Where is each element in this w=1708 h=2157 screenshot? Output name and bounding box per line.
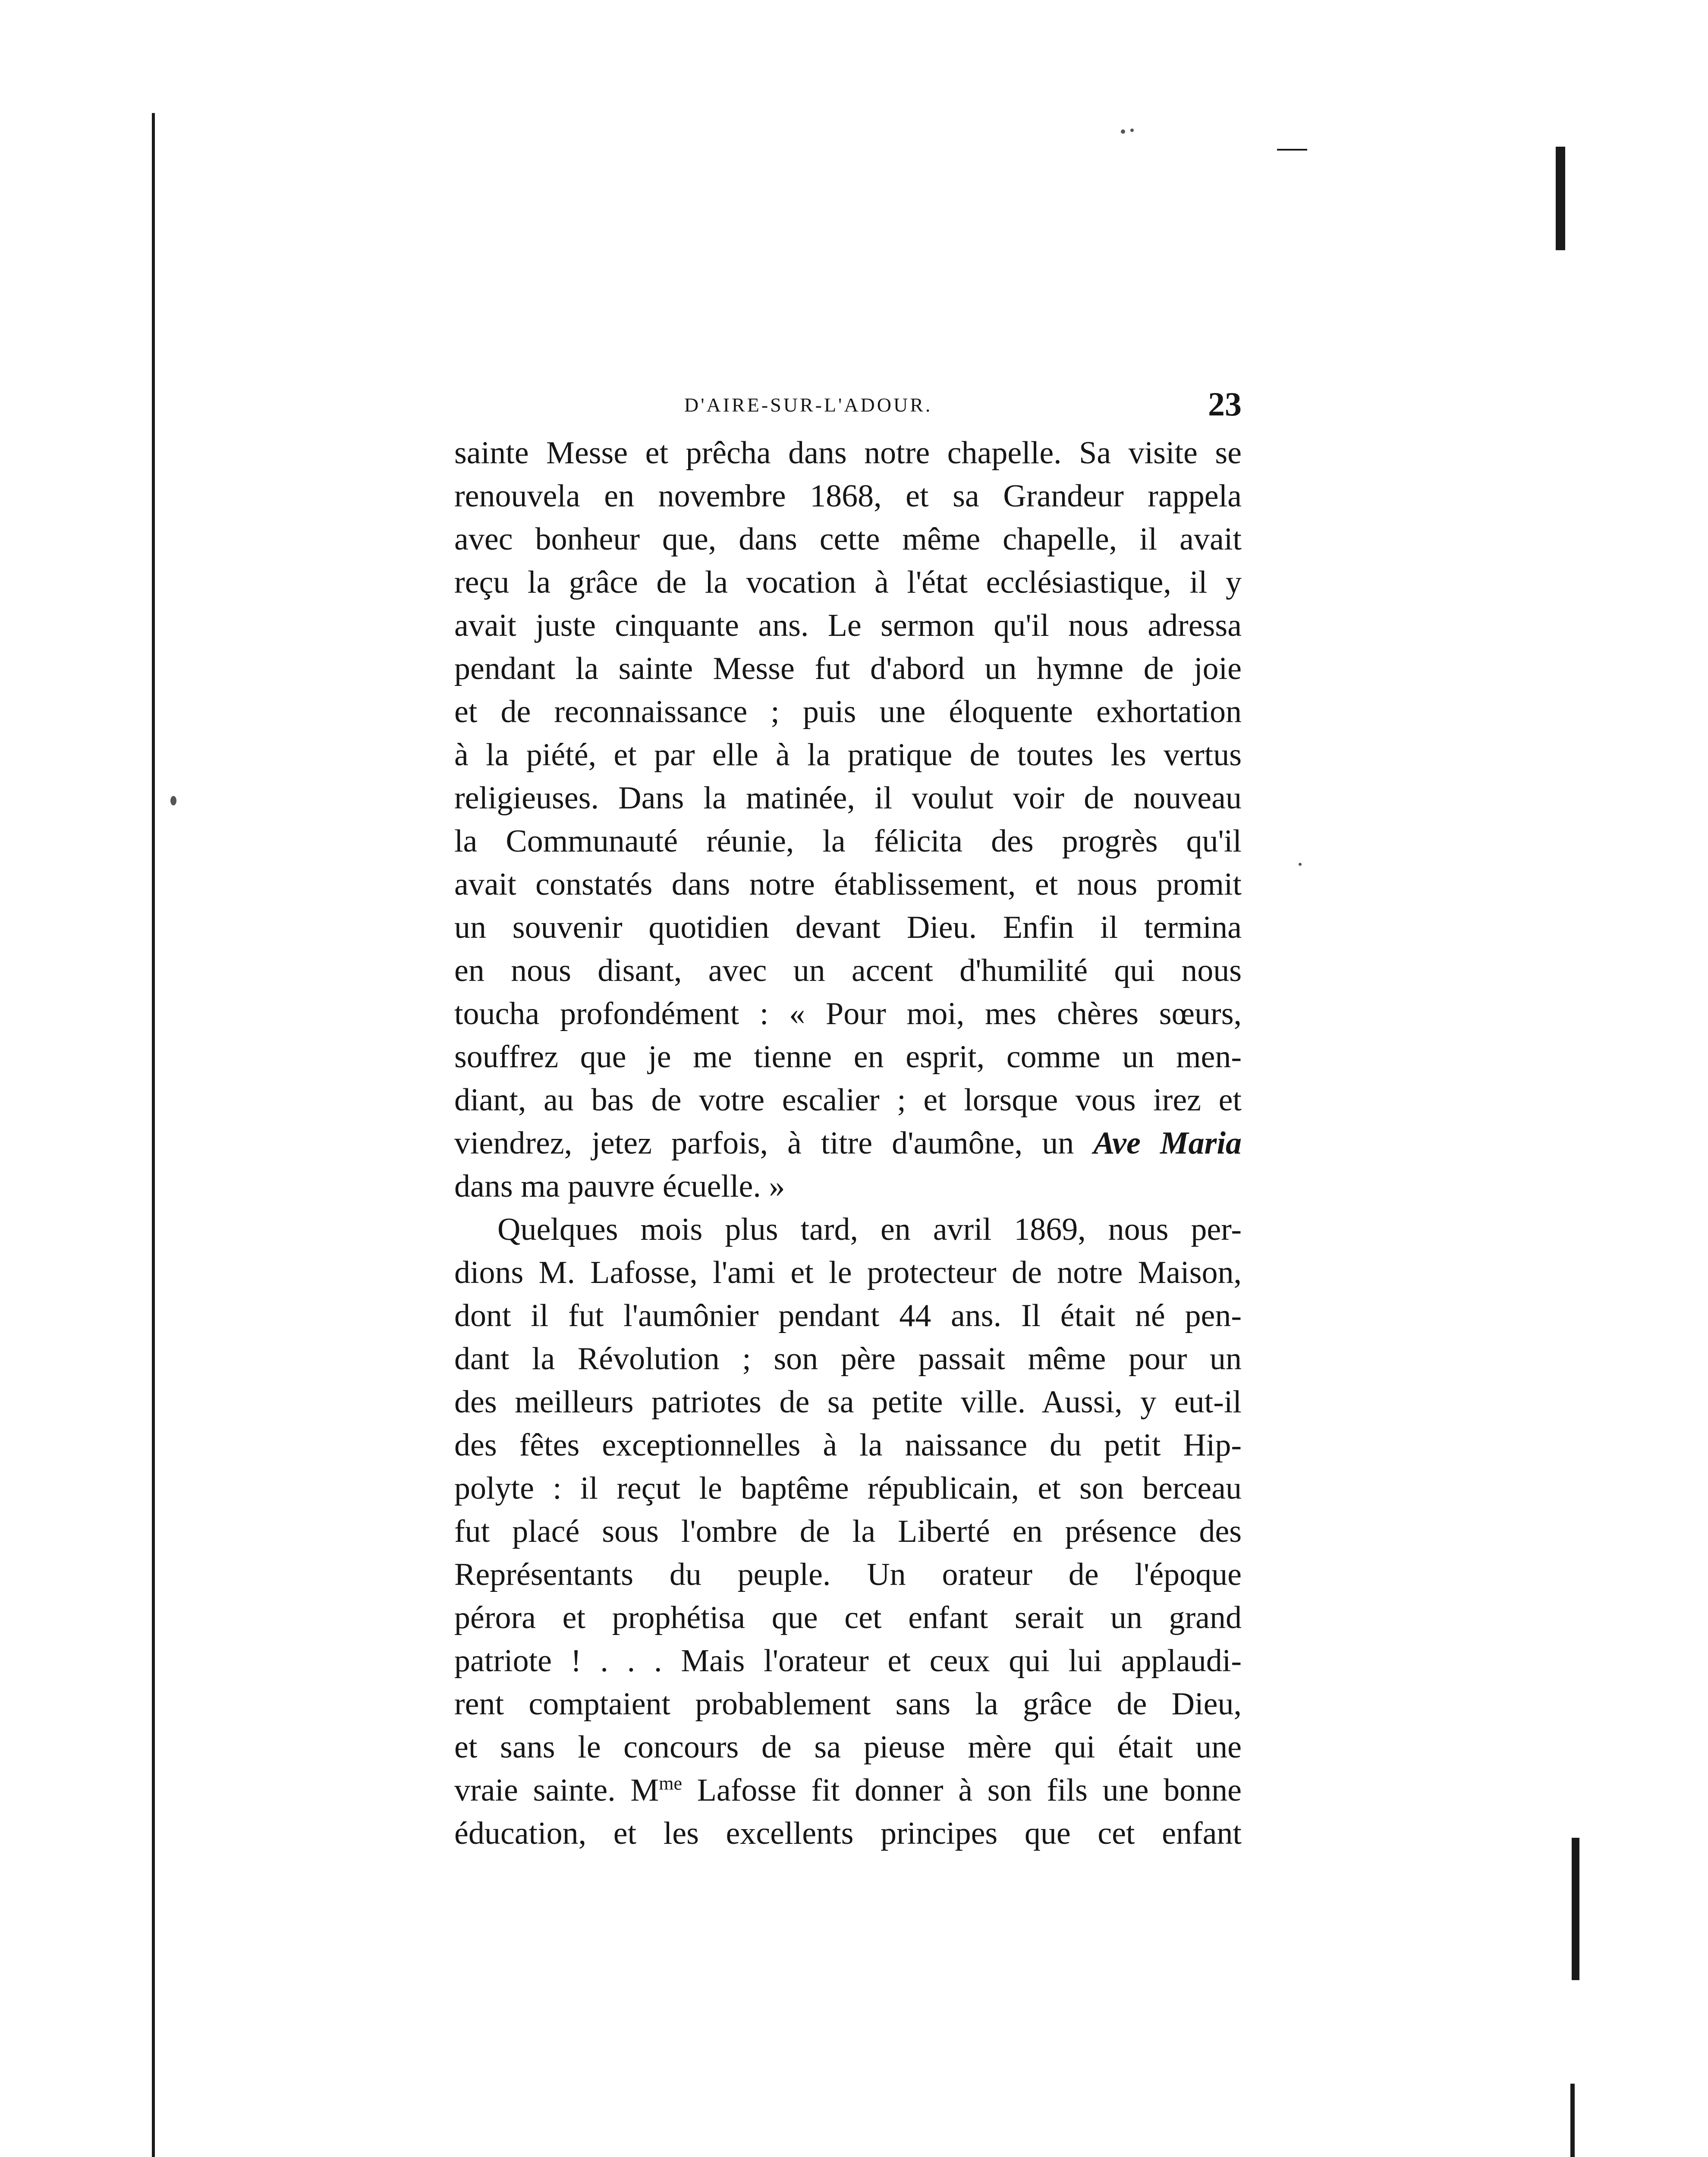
- text-line: dont il fut l'aumônier pendant 44 ans. Il était né pen-: [454, 1298, 1242, 1333]
- text-line: dant la Révolution ; son père passait même pour un: [454, 1341, 1242, 1377]
- scan-right-edge-bar: [1556, 147, 1565, 250]
- text-line-with-italic: [454, 1122, 1242, 1165]
- scan-speck: [170, 796, 176, 805]
- text-line: dans ma pauvre écuelle. »: [454, 1169, 785, 1204]
- text-line: diant, au bas de votre escalier ; et lorsque vous irez et: [454, 1082, 1242, 1118]
- paragraph-first-line: Quelques mois plus tard, en avril 1869, nous per-: [497, 1212, 1242, 1247]
- running-head-title: D'AIRE-SUR-L'ADOUR.: [684, 394, 933, 416]
- text-line: la Communauté réunie, la félicita des progrès qu'il: [454, 824, 1242, 859]
- text-line: sainte Messe et prêcha dans notre chapelle. Sa visite se: [454, 435, 1242, 471]
- italic-phrase: Ave Maria: [1093, 1126, 1242, 1161]
- text-line: renouvela en novembre 1868, et sa Grandeur rappela: [454, 478, 1242, 514]
- text-line: rent comptaient probablement sans la grâce de Dieu,: [454, 1686, 1242, 1722]
- text-line: des meilleurs patriotes de sa petite ville. Aussi, y eut-il: [454, 1384, 1242, 1420]
- text-line: reçu la grâce de la vocation à l'état ecclésiastique, il y: [454, 565, 1242, 600]
- text-segment: Lafosse fit donner à son fils une bonne: [682, 1773, 1242, 1808]
- text-line: pérora et prophétisa que cet enfant serait un grand: [454, 1600, 1242, 1635]
- page-body: [454, 380, 1242, 1855]
- text-line: avait juste cinquante ans. Le sermon qu'il nous adressa: [454, 608, 1242, 643]
- text-line: des fêtes exceptionnelles à la naissance du petit Hip-: [454, 1428, 1242, 1463]
- running-head: [454, 380, 1242, 431]
- text-line: à la piété, et par elle à la pratique de toutes les vertus: [454, 737, 1242, 773]
- text-line: éducation, et les excellents principes que cet enfant: [454, 1816, 1242, 1851]
- scan-left-edge-line: [152, 113, 155, 2157]
- scan-right-edge-mark-bottom: [1570, 2084, 1575, 2157]
- text-line: pendant la sainte Messe fut d'abord un hymne de joie: [454, 651, 1242, 686]
- scan-top-dash: [1277, 149, 1307, 151]
- text-line: et de reconnaissance ; puis une éloquente exhortation: [454, 694, 1242, 729]
- text-segment: viendrez, jetez parfois, à titre d'aumône, un: [454, 1126, 1094, 1161]
- page-number: 23: [1208, 385, 1242, 423]
- body-text: [454, 431, 1242, 1855]
- scan-right-edge-mark-lower: [1572, 1838, 1579, 1980]
- text-line-with-superscript: [454, 1769, 1242, 1812]
- scan-speck: [1130, 129, 1134, 132]
- text-line: avait constatés dans notre établissement, et nous promit: [454, 867, 1242, 902]
- text-line: et sans le concours de sa pieuse mère qui était une: [454, 1729, 1242, 1765]
- text-line: polyte : il reçut le baptême républicain, et son berceau: [454, 1471, 1242, 1506]
- text-line: souffrez que je me tienne en esprit, comme un men-: [454, 1039, 1242, 1075]
- text-line: toucha profondément : « Pour moi, mes chères sœurs,: [454, 996, 1242, 1031]
- text-line: religieuses. Dans la matinée, il voulut voir de nouveau: [454, 780, 1242, 816]
- scan-speck: [1299, 863, 1302, 866]
- text-line: Représentants du peuple. Un orateur de l'époque: [454, 1557, 1242, 1592]
- text-line: en nous disant, avec un accent d'humilité qui nous: [454, 953, 1242, 988]
- text-line: dions M. Lafosse, l'ami et le protecteur de notre Maison,: [454, 1255, 1242, 1290]
- text-line: avec bonheur que, dans cette même chapelle, il avait: [454, 522, 1242, 557]
- text-line: fut placé sous l'ombre de la Liberté en présence des: [454, 1514, 1242, 1549]
- superscript-abbrev: me: [659, 1773, 682, 1794]
- scan-speck: [1121, 129, 1125, 134]
- text-line: un souvenir quotidien devant Dieu. Enfin il termina: [454, 910, 1242, 945]
- text-line: patriote ! . . . Mais l'orateur et ceux qui lui applaudi-: [454, 1643, 1242, 1679]
- text-segment: vraie sainte. M: [454, 1773, 659, 1808]
